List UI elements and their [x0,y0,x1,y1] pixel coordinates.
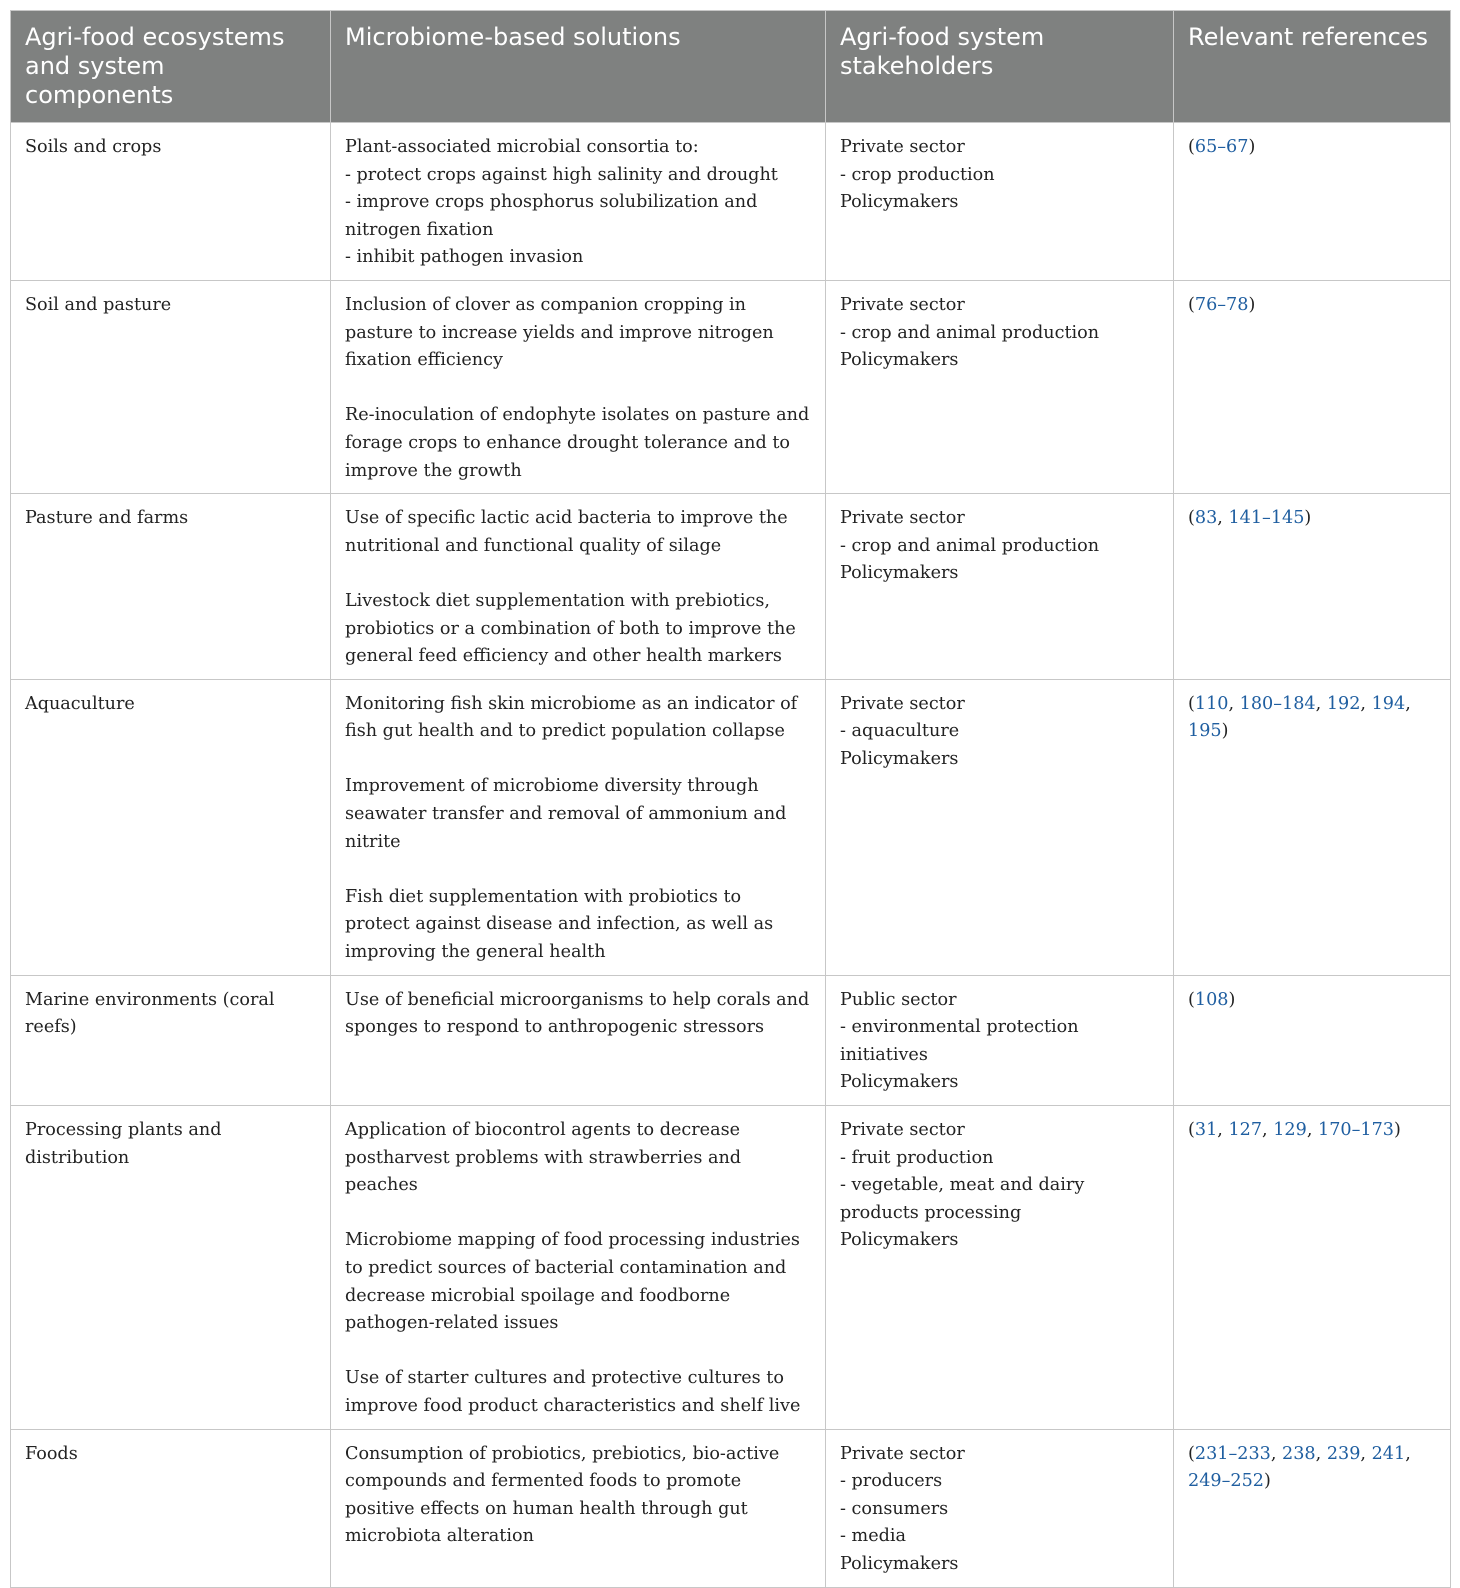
stakeholder-line: - crop and animal production [840,535,1100,556]
solution-line: Monitoring fish skin microbiome as an indicator of fish gut health and to predict population collapse [345,693,798,742]
table-row [11,679,1451,975]
cell-stakeholders [826,280,1174,493]
stakeholder-line: Private sector [840,137,965,157]
stakeholder-line: Private sector [840,508,965,529]
table-row [11,280,1451,493]
solution-paragraph [345,588,811,671]
cell-stakeholders [826,494,1174,680]
reference-link[interactable]: 76–78 [1194,294,1249,315]
cell-references: (110, 180–184, 192, 194, 195) [1174,679,1451,975]
solution-line: Re-inoculation of endophyte isolates on pasture and forage crops to enhance drought tolerance and to improve the growth [345,405,810,481]
cell-stakeholders [826,1106,1174,1430]
solution-paragraph [345,1365,811,1420]
reference-link[interactable]: 241 [1371,1443,1406,1464]
stakeholder-line: Policymakers [840,748,959,769]
reference-link[interactable]: 110 [1194,693,1229,714]
reference-link[interactable]: 239 [1326,1443,1361,1464]
header-ecosystems: Agri-food ecosystems and system components [11,11,331,123]
cell-solutions [331,494,826,680]
solution-line: Livestock diet supplementation with prebiotics, probiotics or a combination of both to improve the general feed efficiency and other health markers [345,590,796,667]
stakeholder-line: Policymakers [840,350,959,371]
table-body [11,123,1451,1588]
stakeholder-line: Policymakers [840,1072,959,1093]
solution-line: Fish diet supplementation with probiotics to protect against disease and infection, as well as improving the general health [345,886,774,963]
reference-link[interactable]: 65–67 [1194,137,1249,157]
cell-solutions [331,123,826,281]
reference-link[interactable]: 231–233 [1194,1443,1271,1464]
stakeholder-line: - environmental protection initiatives [840,1017,1079,1065]
solution-paragraph [345,1117,811,1200]
cell-references: (76–78) [1174,280,1451,493]
stakeholder-line: Policymakers [840,192,959,213]
cell-stakeholders [826,1429,1174,1587]
solution-paragraph [345,292,811,375]
stakeholder-line: - aquaculture [840,721,960,742]
reference-link[interactable]: 195 [1188,721,1222,742]
cell-stakeholders [826,975,1174,1105]
solution-line: Inclusion of clover as companion cropping in pasture to increase yields and improve nitrogen fixation efficiency [345,294,774,371]
table-header [11,11,1451,123]
stakeholder-line: Public sector [840,989,957,1010]
solution-line: Improvement of microbiome diversity through seawater transfer and removal of ammonium and nitrite [345,776,787,852]
reference-link[interactable]: 170–173 [1318,1120,1394,1140]
table-row [11,975,1451,1105]
reference-link[interactable]: 127 [1228,1120,1263,1140]
cell-component: Pasture and farms [11,494,331,680]
reference-link[interactable]: 141–145 [1228,508,1305,529]
stakeholder-line: - crop and animal production [840,322,1100,343]
reference-link[interactable]: 83 [1194,508,1218,529]
reference-link[interactable]: 192 [1326,693,1361,714]
table-row [11,494,1451,680]
stakeholder-line: Policymakers [840,563,959,584]
cell-component: Marine environments (coral reefs) [11,975,331,1105]
reference-link[interactable]: 129 [1273,1120,1307,1140]
cell-references: (231–233, 238, 239, 241, 249–252) [1174,1429,1451,1587]
table-row [11,123,1451,281]
solution-paragraph [345,134,811,272]
cell-references: (108) [1174,975,1451,1105]
cell-solutions [331,679,826,975]
cell-references: (83, 141–145) [1174,494,1451,680]
solution-paragraph [345,402,811,485]
cell-references: (31, 127, 129, 170–173) [1174,1106,1451,1430]
stakeholder-line: Private sector [840,1120,965,1140]
solution-paragraph [345,1227,811,1337]
cell-solutions [331,1106,826,1430]
stakeholder-line: Policymakers [840,1230,959,1251]
solution-line: Use of specific lactic acid bacteria to improve the nutritional and functional quality of silage [345,508,788,556]
table-row [11,1106,1451,1430]
microbiome-solutions-table [10,10,1451,1588]
stakeholder-line: - fruit production [840,1147,994,1168]
header-row [11,11,1451,123]
cell-component: Processing plants and distribution [11,1106,331,1430]
reference-link[interactable]: 194 [1371,693,1406,714]
cell-component: Aquaculture [11,679,331,975]
cell-component: Foods [11,1429,331,1587]
stakeholder-line: - producers [840,1471,943,1492]
solution-line: Use of beneficial microorganisms to help corals and sponges to respond to anthropogenic stressors [345,989,810,1038]
stakeholder-line: Policymakers [840,1553,959,1574]
reference-link[interactable]: 180–184 [1239,693,1316,714]
header-references: Relevant references [1174,11,1451,123]
stakeholder-line: Private sector [840,294,965,315]
cell-references: (65–67) [1174,123,1451,281]
table-row [11,1429,1451,1587]
cell-stakeholders [826,123,1174,281]
cell-component: Soils and crops [11,123,331,281]
reference-link[interactable]: 108 [1194,989,1229,1010]
stakeholder-line: - media [840,1526,907,1547]
cell-component: Soil and pasture [11,280,331,493]
solution-paragraph [345,987,811,1042]
solution-line: Microbiome mapping of food processing industries to predict sources of bacterial contamination and decrease microbial spoilage and foodborne pathogen-related issues [345,1230,800,1334]
cell-solutions [331,975,826,1105]
reference-link[interactable]: 31 [1194,1120,1218,1140]
header-solutions: Microbiome-based solutions [331,11,826,123]
stakeholder-line: Private sector [840,693,965,714]
solution-line: Application of biocontrol agents to decrease postharvest problems with strawberries and peaches [345,1120,742,1196]
reference-link[interactable]: 249–252 [1188,1471,1264,1492]
solution-paragraph [345,691,811,746]
solution-line: - protect crops against high salinity and drought [345,164,778,185]
stakeholder-line: - crop production [840,164,995,185]
stakeholder-line: Private sector [840,1443,965,1464]
stakeholder-line: - consumers [840,1498,949,1519]
solution-paragraph [345,505,811,560]
solution-paragraph [345,1441,811,1551]
solution-paragraph [345,884,811,967]
reference-link[interactable]: 238 [1282,1443,1316,1464]
solution-line: Consumption of probiotics, prebiotics, bio-active compounds and fermented foods to promote positive effects on human health through gut microbiota alteration [345,1443,780,1547]
solution-line: Use of starter cultures and protective cultures to improve food product characteristics and shelf live [345,1368,801,1416]
cell-stakeholders [826,679,1174,975]
solution-paragraph [345,773,811,856]
solution-line: - inhibit pathogen invasion [345,247,584,268]
solution-line: Plant-associated microbial consortia to: [345,137,699,157]
stakeholder-line: - vegetable, meat and dairy products processing [840,1175,1085,1223]
header-stakeholders: Agri-food system stakeholders [826,11,1174,123]
solution-line: - improve crops phosphorus solubilization and nitrogen fixation [345,192,758,240]
cell-solutions [331,280,826,493]
cell-solutions [331,1429,826,1587]
